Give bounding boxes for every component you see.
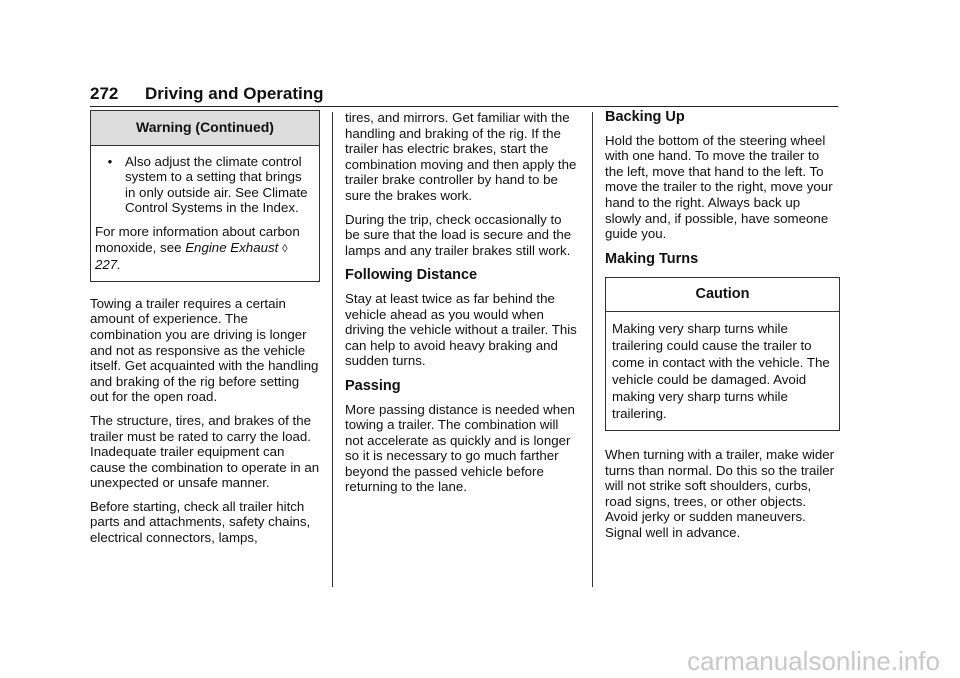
- column-3: [605, 110, 840, 549]
- page-number: 272: [90, 84, 119, 103]
- warning-more-info: For more information about carbon monoxide, see Engine Exhaust ◊ 227.: [95, 223, 300, 273]
- watermark-text: carmanualsonline.info: [687, 646, 940, 676]
- column-1: [90, 110, 320, 554]
- engine-exhaust-link[interactable]: Engine Exhaust: [185, 239, 279, 255]
- bullet-icon: •: [107, 153, 113, 169]
- warning-bullet: [95, 154, 315, 216]
- paragraph: Towing a trailer requires a certain amount of experience. The combination you are driving is longer and not as responsive as the vehicle itself. Get acquainted with the handling and braking of the rig before setting out for the open road.: [90, 295, 319, 405]
- column-divider: [592, 112, 593, 587]
- caution-title: Caution: [606, 278, 839, 312]
- paragraph: During the trip, check occasionally to be sure that the load is secure and the lamps and any trailer brakes still work.: [345, 211, 572, 258]
- page-header: [90, 84, 838, 107]
- paragraph: tires, and mirrors. Get familiar with the handling and braking of the rig. If the trailer has electric brakes, start the combination moving and then apply the trailer brake controller by hand to be sure the brakes work.: [345, 110, 577, 203]
- backing-up-heading: Backing Up: [605, 109, 685, 125]
- passing-text: More passing distance is needed when towing a trailer. The combination will not accelerate as quickly and is longer so it is necessary to go much farther beyond the passed vehicle before returning to the lane.: [345, 401, 575, 495]
- warning-title: Warning (Continued): [91, 111, 319, 146]
- passing-heading: Passing: [345, 377, 401, 394]
- caution-text: Making very sharp turns while trailering could cause the trailer to come in contact with the vehicle. The vehicle could be damaged. Avoid making very sharp turns while trailering.: [612, 320, 830, 421]
- page-reference-arrow-icon: ◊: [282, 242, 288, 255]
- section-title: Driving and Operating: [145, 84, 324, 103]
- warning-bullet-text: Also adjust the climate control system to a setting that brings in only outside air. See Climate Control Systems in the Index.: [125, 153, 308, 216]
- paragraph: The structure, tires, and brakes of the trailer must be rated to carry the load. Inadequate trailer equipment can cause the combination to operate in an unexpected or unsafe manner.: [90, 412, 320, 491]
- backing-up-text: Hold the bottom of the steering wheel with one hand. To move the trailer to the left, move that hand to the left. To move the trailer to the right, move your hand to the right. Always back up slowly and, if possible, have someone guide you.: [605, 132, 833, 242]
- warning-box: [90, 110, 320, 282]
- paragraph: Before starting, check all trailer hitch parts and attachments, safety chains, electrical connectors, lamps,: [90, 498, 311, 546]
- column-2: [345, 110, 577, 503]
- caution-box: [605, 277, 840, 431]
- warning-body: [91, 146, 319, 281]
- following-distance-text: Stay at least twice as far behind the vehicle ahead as you would when driving the vehicle without a trailer. This can help to avoid heavy braking and sudden turns.: [345, 290, 577, 369]
- making-turns-heading: Making Turns: [605, 250, 699, 267]
- column-divider: [332, 112, 333, 587]
- following-distance-heading: Following Distance: [345, 267, 478, 284]
- making-turns-text: When turning with a trailer, make wider turns than normal. Do this so the trailer will not strike soft shoulders, curbs, road signs, trees, or other objects. Avoid jerky or sudden maneuvers. Signal well in advance.: [605, 446, 835, 540]
- engine-exhaust-page[interactable]: 227: [95, 257, 118, 273]
